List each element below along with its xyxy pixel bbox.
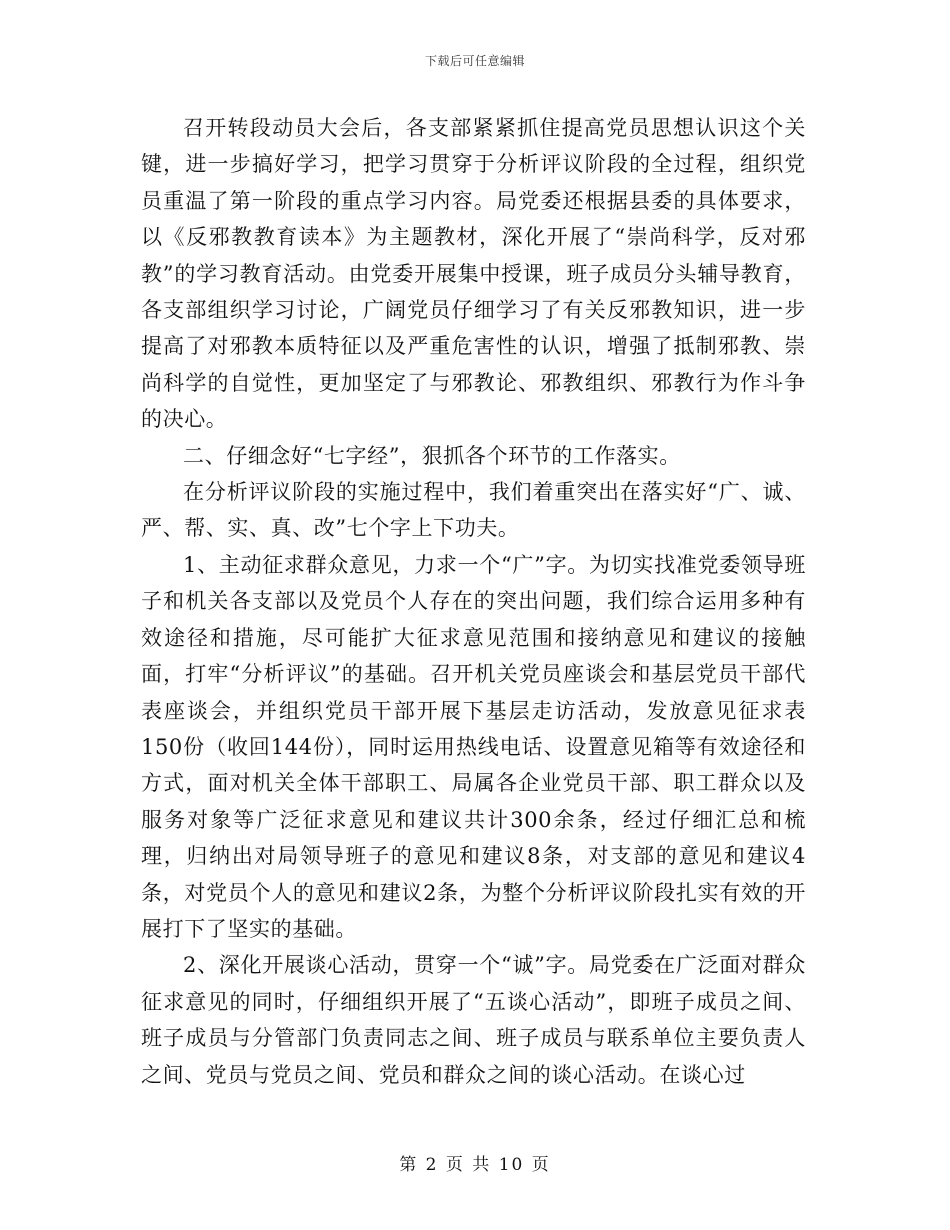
body-text	[141, 110, 806, 1093]
page-header: 下载后可任意编辑	[424, 54, 525, 68]
paragraph-1: 召开转段动员大会后，各支部紧紧抓住提高党员思想认识这个关键，进一步搞好学习，把学习贯穿于分析评议阶段的全过程，组织党员重温了第一阶段的重点学习内容。局党委还根据县委的具体要求，以《反邪教教育读本》为主题教材，深化开展了“崇尚科学，反对邪教”的学习教育活动。由党委开展集中授课，班子成员分头辅导教育，各支部组织学习讨论，广阔党员仔细学习了有关反邪教知识，进一步提高了对邪教本质特征以及严重危害性的认识，增强了抵制邪教、崇尚科学的自觉性，更加坚定了与邪教论、邪教组织、邪教行为作斗争的决心。	[141, 116, 806, 432]
paragraph-4: 2、深化开展谈心活动，贯穿一个“诚”字。局党委在广泛面对群众征求意见的同时，仔细组织开展了“五谈心活动”，即班子成员之间、班子成员与分管部门负责同志之间、班子成员与联系单位主要负责人之间、党员与党员之间、党员和群众之间的谈心活动。在谈心过	[141, 953, 806, 1087]
page-number: 第 2 页 共 10 页	[399, 1155, 551, 1175]
section-heading: 二、仔细念好“七字经”，狠抓各个环节的工作落实。	[183, 443, 681, 468]
paragraph-3: 1、主动征求群众意见，力求一个“广”字。为切实找准党委领导班子和机关各支部以及党员个人存在的突出问题，我们综合运用多种有效途径和措施，尽可能扩大征求意见范围和接纳意见和建议的接触面，打牢“分析评议”的基础。召开机关党员座谈会和基层党员干部代表座谈会，并组织党员干部开展下基层走访活动，发放意见征求表150份（收回144份），同时运用热线电话、设置意见箱等有效途径和方式，面对机关全体干部职工、局属各企业党员干部、职工群众以及服务对象等广泛征求意见和建议共计300余条，经过仔细汇总和梳理，归纳出对局领导班子的意见和建议8条，对支部的意见和建议4条，对党员个人的意见和建议2条，为整个分析评议阶段扎实有效的开展打下了坚实的基础。	[141, 552, 806, 941]
paragraph-2: 在分析评议阶段的实施过程中，我们着重突出在落实好“广、诚、严、帮、实、真、改”七个字上下功夫。	[141, 480, 806, 541]
